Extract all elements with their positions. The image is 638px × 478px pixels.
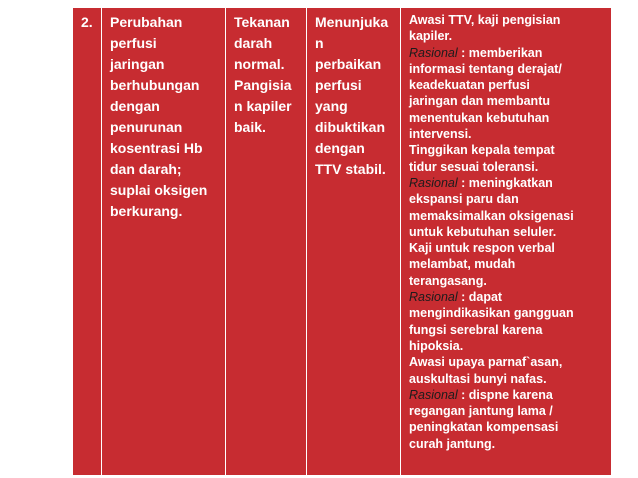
- intervention-line: terangasang.: [409, 273, 487, 288]
- diagnosis-line: kosentrasi Hb: [110, 140, 203, 156]
- intervention-line: Awasi upaya parnaf`asan,: [409, 355, 563, 370]
- intervention-line: [409, 12, 605, 28]
- criteria-line: TTV stabil.: [315, 161, 386, 177]
- intervention-line: untuk kebutuhan seluler.: [409, 224, 557, 239]
- intervention-line: curah jantung.: [409, 436, 496, 451]
- criteria-line: perbaikan: [315, 56, 382, 72]
- rationale-text: : dapat: [457, 290, 503, 305]
- diagnosis-line: suplai oksigen: [110, 182, 208, 198]
- intervention-line: jaringan dan membantu: [409, 94, 550, 109]
- intervention-line: tidur sesuai toleransi.: [409, 159, 539, 174]
- diagnosis-line: dengan: [110, 98, 160, 114]
- goal-line: n kapiler: [234, 98, 292, 114]
- diagnosis-line: Perubahan: [110, 14, 183, 30]
- diagnosis-line: berhubungan: [110, 77, 200, 93]
- criteria-line: n: [315, 35, 324, 51]
- intervention-line: informasi tentang derajat/: [409, 61, 562, 76]
- intervention-text: Awasi TTV, kaji pengisian: [409, 13, 561, 27]
- criteria-cell: [307, 8, 401, 476]
- intervention-line: fungsi serebral karena: [409, 322, 543, 337]
- nursing-care-table: [72, 7, 612, 476]
- intervention-line: mengindikasikan gangguan: [409, 306, 574, 321]
- rationale-text: : memberikan: [457, 45, 543, 60]
- goal-line: darah: [234, 35, 273, 51]
- rationale-label: Rasional: [409, 175, 458, 190]
- diagnosis-line: berkurang.: [110, 203, 183, 219]
- table-row: [73, 8, 612, 476]
- intervention-line: intervensi.: [409, 127, 472, 142]
- intervention-line: regangan jantung lama /: [409, 404, 553, 419]
- intervention-line: peningkatan kompensasi: [409, 420, 559, 435]
- goal-line: Pangisia: [234, 77, 292, 93]
- row-number-cell: [73, 8, 102, 476]
- rationale-label: Rasional: [409, 387, 458, 402]
- intervention-line: hipoksia.: [409, 338, 464, 353]
- rationale-line: [409, 175, 605, 191]
- diagnosis-line: penurunan: [110, 119, 183, 135]
- intervention-line: Kaji untuk respon verbal: [409, 241, 555, 256]
- criteria-line: Menunjuka: [315, 14, 389, 30]
- goal-line: Tekanan: [234, 14, 290, 30]
- criteria-line: perfusi: [315, 77, 362, 93]
- diagnosis-cell: [102, 8, 226, 476]
- intervention-line: kapiler.: [409, 29, 453, 44]
- goal-line: baik.: [234, 119, 266, 135]
- criteria-line: dengan: [315, 140, 365, 156]
- criteria-line: yang: [315, 98, 348, 114]
- intervention-line: ekspansi paru dan: [409, 192, 519, 207]
- intervention-line: auskultasi bunyi nafas.: [409, 371, 547, 386]
- intervention-line: melambat, mudah: [409, 257, 516, 272]
- rationale-text: : dispne karena: [457, 387, 553, 402]
- rationale-label: Rasional: [409, 45, 458, 60]
- rationale-line: [409, 45, 605, 61]
- diagnosis-line: dan darah;: [110, 161, 182, 177]
- intervention-line: menentukan kebutuhan: [409, 110, 550, 125]
- rationale-label: Rasional: [409, 290, 458, 305]
- rationale-line: [409, 289, 605, 305]
- rationale-text: : meningkatkan: [457, 175, 553, 190]
- criteria-line: dibuktikan: [315, 119, 386, 135]
- diagnosis-line: jaringan: [110, 56, 165, 72]
- diagnosis-line: perfusi: [110, 35, 157, 51]
- rationale-line: [409, 387, 605, 403]
- intervention-line: Tinggikan kepala tempat: [409, 143, 555, 158]
- row-number: 2.: [81, 14, 93, 30]
- intervention-line: keadekuatan perfusi: [409, 78, 530, 93]
- goal-line: normal.: [234, 56, 285, 72]
- interventions-cell: [401, 8, 612, 476]
- goal-cell: [226, 8, 307, 476]
- intervention-line: memaksimalkan oksigenasi: [409, 208, 574, 223]
